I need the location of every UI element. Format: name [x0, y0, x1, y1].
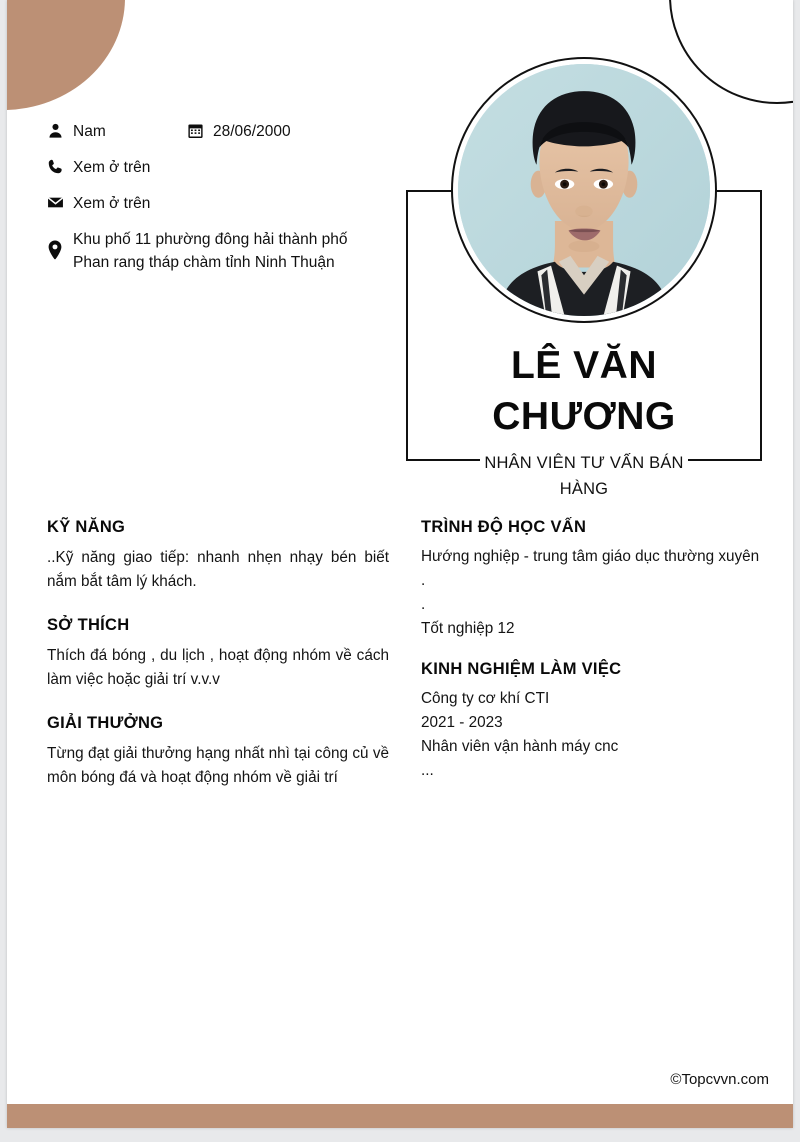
avatar	[451, 57, 717, 323]
contact-row-email	[47, 192, 397, 215]
section-body-skills	[47, 546, 389, 594]
contact-address-line2: Phan rang tháp chàm tỉnh Ninh Thuận	[73, 254, 335, 271]
watermark: ©Topcvvn.com	[670, 1071, 769, 1088]
contact-gender-value: Nam	[73, 123, 106, 140]
phone-icon	[47, 156, 73, 175]
section-body-experience	[421, 687, 763, 783]
job-title	[406, 450, 762, 502]
contact-address-value	[73, 228, 348, 274]
section-body-awards	[47, 742, 389, 790]
name-line-1: LÊ VĂN	[510, 344, 657, 387]
contact-address-line1: Khu phố 11 phường đông hải thành phố	[73, 231, 348, 248]
map-pin-icon	[47, 228, 73, 272]
name-line-2: CHƯƠNG	[492, 395, 676, 438]
contact-row-address	[47, 228, 397, 274]
section-title-skills: KỸ NĂNG	[47, 518, 126, 536]
contact-birthdate-value: 28/06/2000	[213, 123, 291, 140]
section-education	[421, 518, 763, 641]
section-hobbies	[47, 616, 389, 692]
footer-bar	[7, 1104, 793, 1128]
experience-more: ...	[421, 762, 434, 779]
experience-company: Công ty cơ khí CTI	[421, 690, 550, 707]
contact-gender	[47, 120, 187, 143]
contact-block	[47, 120, 397, 274]
education-line-3: .	[421, 596, 426, 613]
hobbies-paragraph: Thích đá bóng , du lịch , hoạt động nhóm về cách làm việc hoặc giải trí v.v.v	[47, 647, 389, 688]
section-awards	[47, 714, 389, 790]
contact-row-gender-birthdate	[47, 120, 397, 143]
experience-period: 2021 - 2023	[421, 714, 503, 731]
contact-birthdate	[187, 120, 291, 143]
contact-phone-value: Xem ở trên	[73, 159, 151, 176]
section-experience	[421, 660, 763, 783]
corner-decoration-quarter-circle	[7, 0, 125, 110]
cv-page	[7, 0, 793, 1128]
job-title-line-2: HÀNG	[559, 480, 609, 498]
left-column	[47, 518, 389, 790]
education-line-2: .	[421, 572, 426, 589]
section-title-experience: KINH NGHIỆM LÀM VIỆC	[421, 660, 622, 678]
experience-role: Nhân viên vận hành máy cnc	[421, 738, 619, 755]
person-icon	[47, 120, 73, 139]
section-title-hobbies: SỞ THÍCH	[47, 616, 130, 634]
right-column	[421, 518, 763, 802]
portrait-photo	[458, 64, 710, 316]
section-skills	[47, 518, 389, 594]
section-title-awards: GIẢI THƯỞNG	[47, 714, 164, 732]
education-line-1: Hướng nghiệp - trung tâm giáo dục thường xuyên	[421, 548, 760, 565]
contact-row-phone	[47, 156, 397, 179]
corner-decoration-circle-outline	[669, 0, 793, 104]
education-line-4: Tốt nghiệp 12	[421, 620, 515, 637]
section-body-education	[421, 545, 763, 641]
section-body-hobbies	[47, 644, 389, 692]
contact-email-value: Xem ở trên	[73, 195, 151, 212]
envelope-icon	[47, 192, 73, 211]
awards-paragraph: Từng đạt giải thưởng hạng nhất nhì tại công củ về môn bóng đá và hoạt động nhóm về giải trí	[47, 745, 389, 786]
calendar-icon	[187, 120, 213, 139]
job-title-line-1: NHÂN VIÊN TƯ VẤN BÁN	[480, 454, 687, 472]
page-title	[406, 340, 762, 442]
skills-paragraph: ..Kỹ năng giao tiếp: nhanh nhẹn nhạy bén biết nắm bắt tâm lý khách.	[47, 549, 389, 590]
section-title-education: TRÌNH ĐỘ HỌC VẤN	[421, 518, 587, 536]
